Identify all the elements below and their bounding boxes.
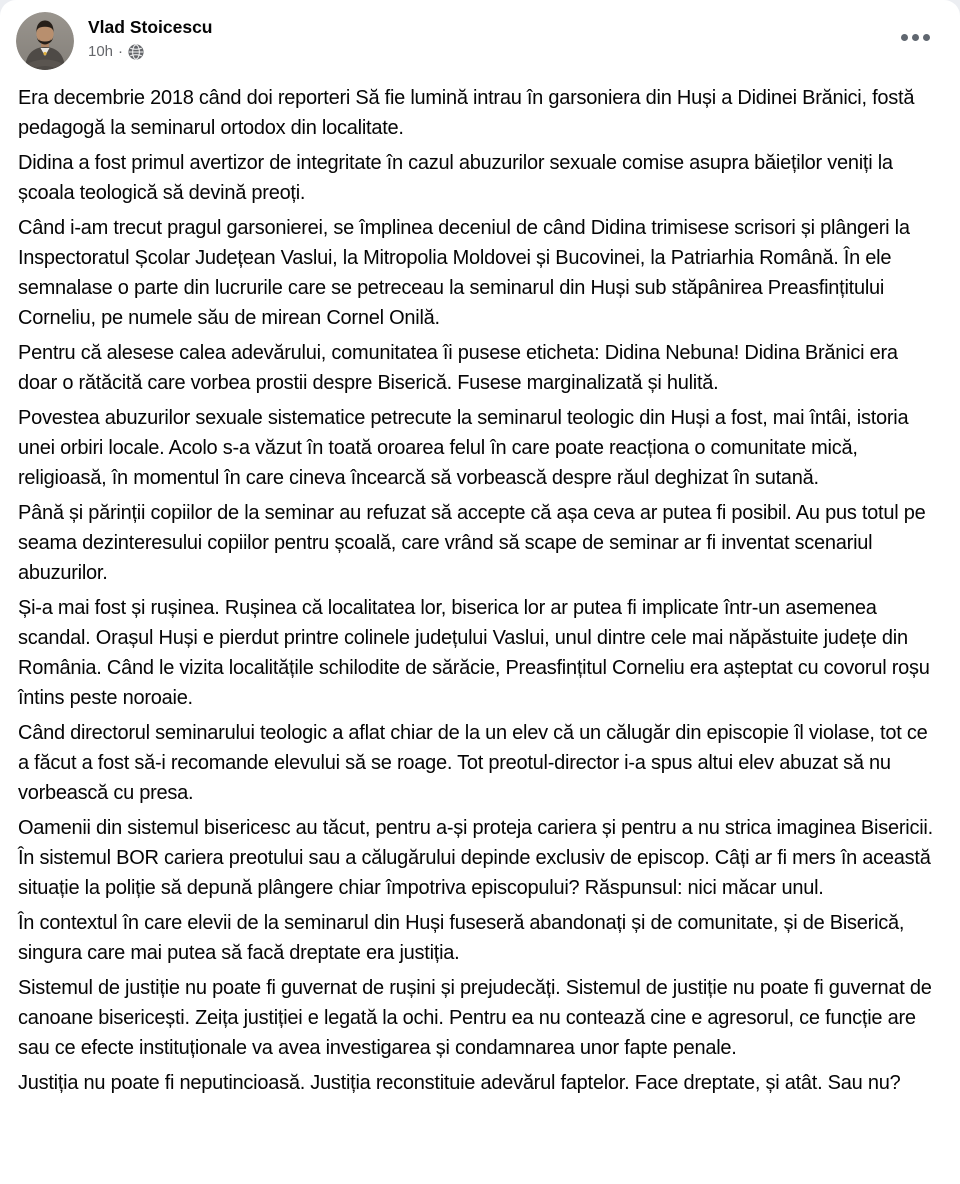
post-meta xyxy=(88,43,213,60)
post-paragraph: Sistemul de justiție nu poate fi guvernat de rușini și prejudecăți. Sistemul de justiție nu poate fi guvernat de canoane bisericești. Zeița justiției e legată la ochi. Pentru ea nu contează cine e agresorul, ce funcție are sau ce efecte instituționale va avea investigarea și condamnarea unor fapte penale. xyxy=(18,977,932,1059)
post-menu-button[interactable] xyxy=(895,28,936,47)
ellipsis-icon xyxy=(923,34,930,41)
ellipsis-icon xyxy=(901,34,908,41)
post-paragraph: Justiția nu poate fi neputincioasă. Justiția reconstituie adevărul faptelor. Face dreptate, și atât. Sau nu? xyxy=(18,1072,901,1094)
post-paragraph: Pentru că alesese calea adevărului, comunitatea îi pusese eticheta: Didina Nebuna! Didina Brănici era doar o rătăcită care vorbea prostii despre Biserică. Fusese marginalizată și hulită. xyxy=(18,342,898,394)
post-body xyxy=(0,70,960,1098)
post-paragraph: Oamenii din sistemul bisericesc au tăcut, pentru a-și proteja cariera și pentru a nu strica imaginea Bisericii. În sistemul BOR cariera preotului sau a călugărului depinde exclusiv de episcop. Câți ar fi mers în această situație la poliție să depună plângere chiar împotriva episcopului? Răspunsul: nici măcar unul. xyxy=(18,817,933,899)
post-header-text xyxy=(88,12,213,60)
meta-separator: · xyxy=(118,43,124,60)
post-paragraph: Când directorul seminarului teologic a aflat chiar de la un elev că un călugăr din episcopie îl violase, tot ce a făcut a fost să-i recomande elevului să se roage. Tot preotul-director i-a spus altui elev abuzat să nu vorbească cu presa. xyxy=(18,722,928,804)
timestamp[interactable]: 10h xyxy=(88,43,114,60)
post-paragraph: Când i-am trecut pragul garsonierei, se împlinea deceniul de când Didina trimisese scrisori și plângeri la Inspectoratul Școlar Județean Vaslui, la Mitropolia Moldovei și Bucovinei, la Patriarhia Română. În ele semnalase o parte din lucrurile care se petreceau la seminarul din Huși sub stăpânirea Preasfințitului Corneliu, pe numele său de mirean Cornel Onilă. xyxy=(18,217,910,329)
post-paragraph: Până și părinții copiilor de la seminar au refuzat să accepte că așa ceva ar putea fi posibil. Au pus totul pe seama dezinteresului copiilor pentru școală, care vrând să scape de seminar ar fi inventat scenariul abuzurilor. xyxy=(18,502,926,584)
ellipsis-icon xyxy=(912,34,919,41)
avatar[interactable] xyxy=(16,12,74,70)
post-paragraph: Didina a fost primul avertizor de integritate în cazul abuzurilor sexuale comise asupra băieților veniți la școala teologică să devină preoți. xyxy=(18,152,893,204)
globe-icon xyxy=(128,44,144,60)
post-paragraph: Povestea abuzurilor sexuale sistematice petrecute la seminarul teologic din Huși a fost, mai întâi, istoria unei orbiri locale. Acolo s-a văzut în toată oroarea felul în care poate reacționa o comunitate mică, religioasă, în momentul în care cineva încearcă să vorbească despre răul deghizat în sutană. xyxy=(18,407,909,489)
post-paragraph: Era decembrie 2018 când doi reporteri Să fie lumină intrau în garsoniera din Huși a Didinei Brănici, fostă pedagogă la seminarul ortodox din localitate. xyxy=(18,87,915,139)
avatar-image xyxy=(16,12,74,70)
post-paragraph: În contextul în care elevii de la seminarul din Huși fuseseră abandonați și de comunitate, și de Biserică, singura care mai putea să facă dreptate era justiția. xyxy=(18,912,905,964)
post-header xyxy=(0,0,960,70)
author-name[interactable]: Vlad Stoicescu xyxy=(88,17,213,37)
post-paragraph: Și-a mai fost și rușinea. Rușinea că localitatea lor, biserica lor ar putea fi implicate într-un asemenea scandal. Orașul Huși e pierdut printre colinele județului Vaslui, unul dintre cele mai năpăstuite județe din România. Când le vizita localitățile schilodite de sărăcie, Preasfințitul Corneliu era așteptat cu covorul roșu întins peste noroaie. xyxy=(18,597,930,709)
